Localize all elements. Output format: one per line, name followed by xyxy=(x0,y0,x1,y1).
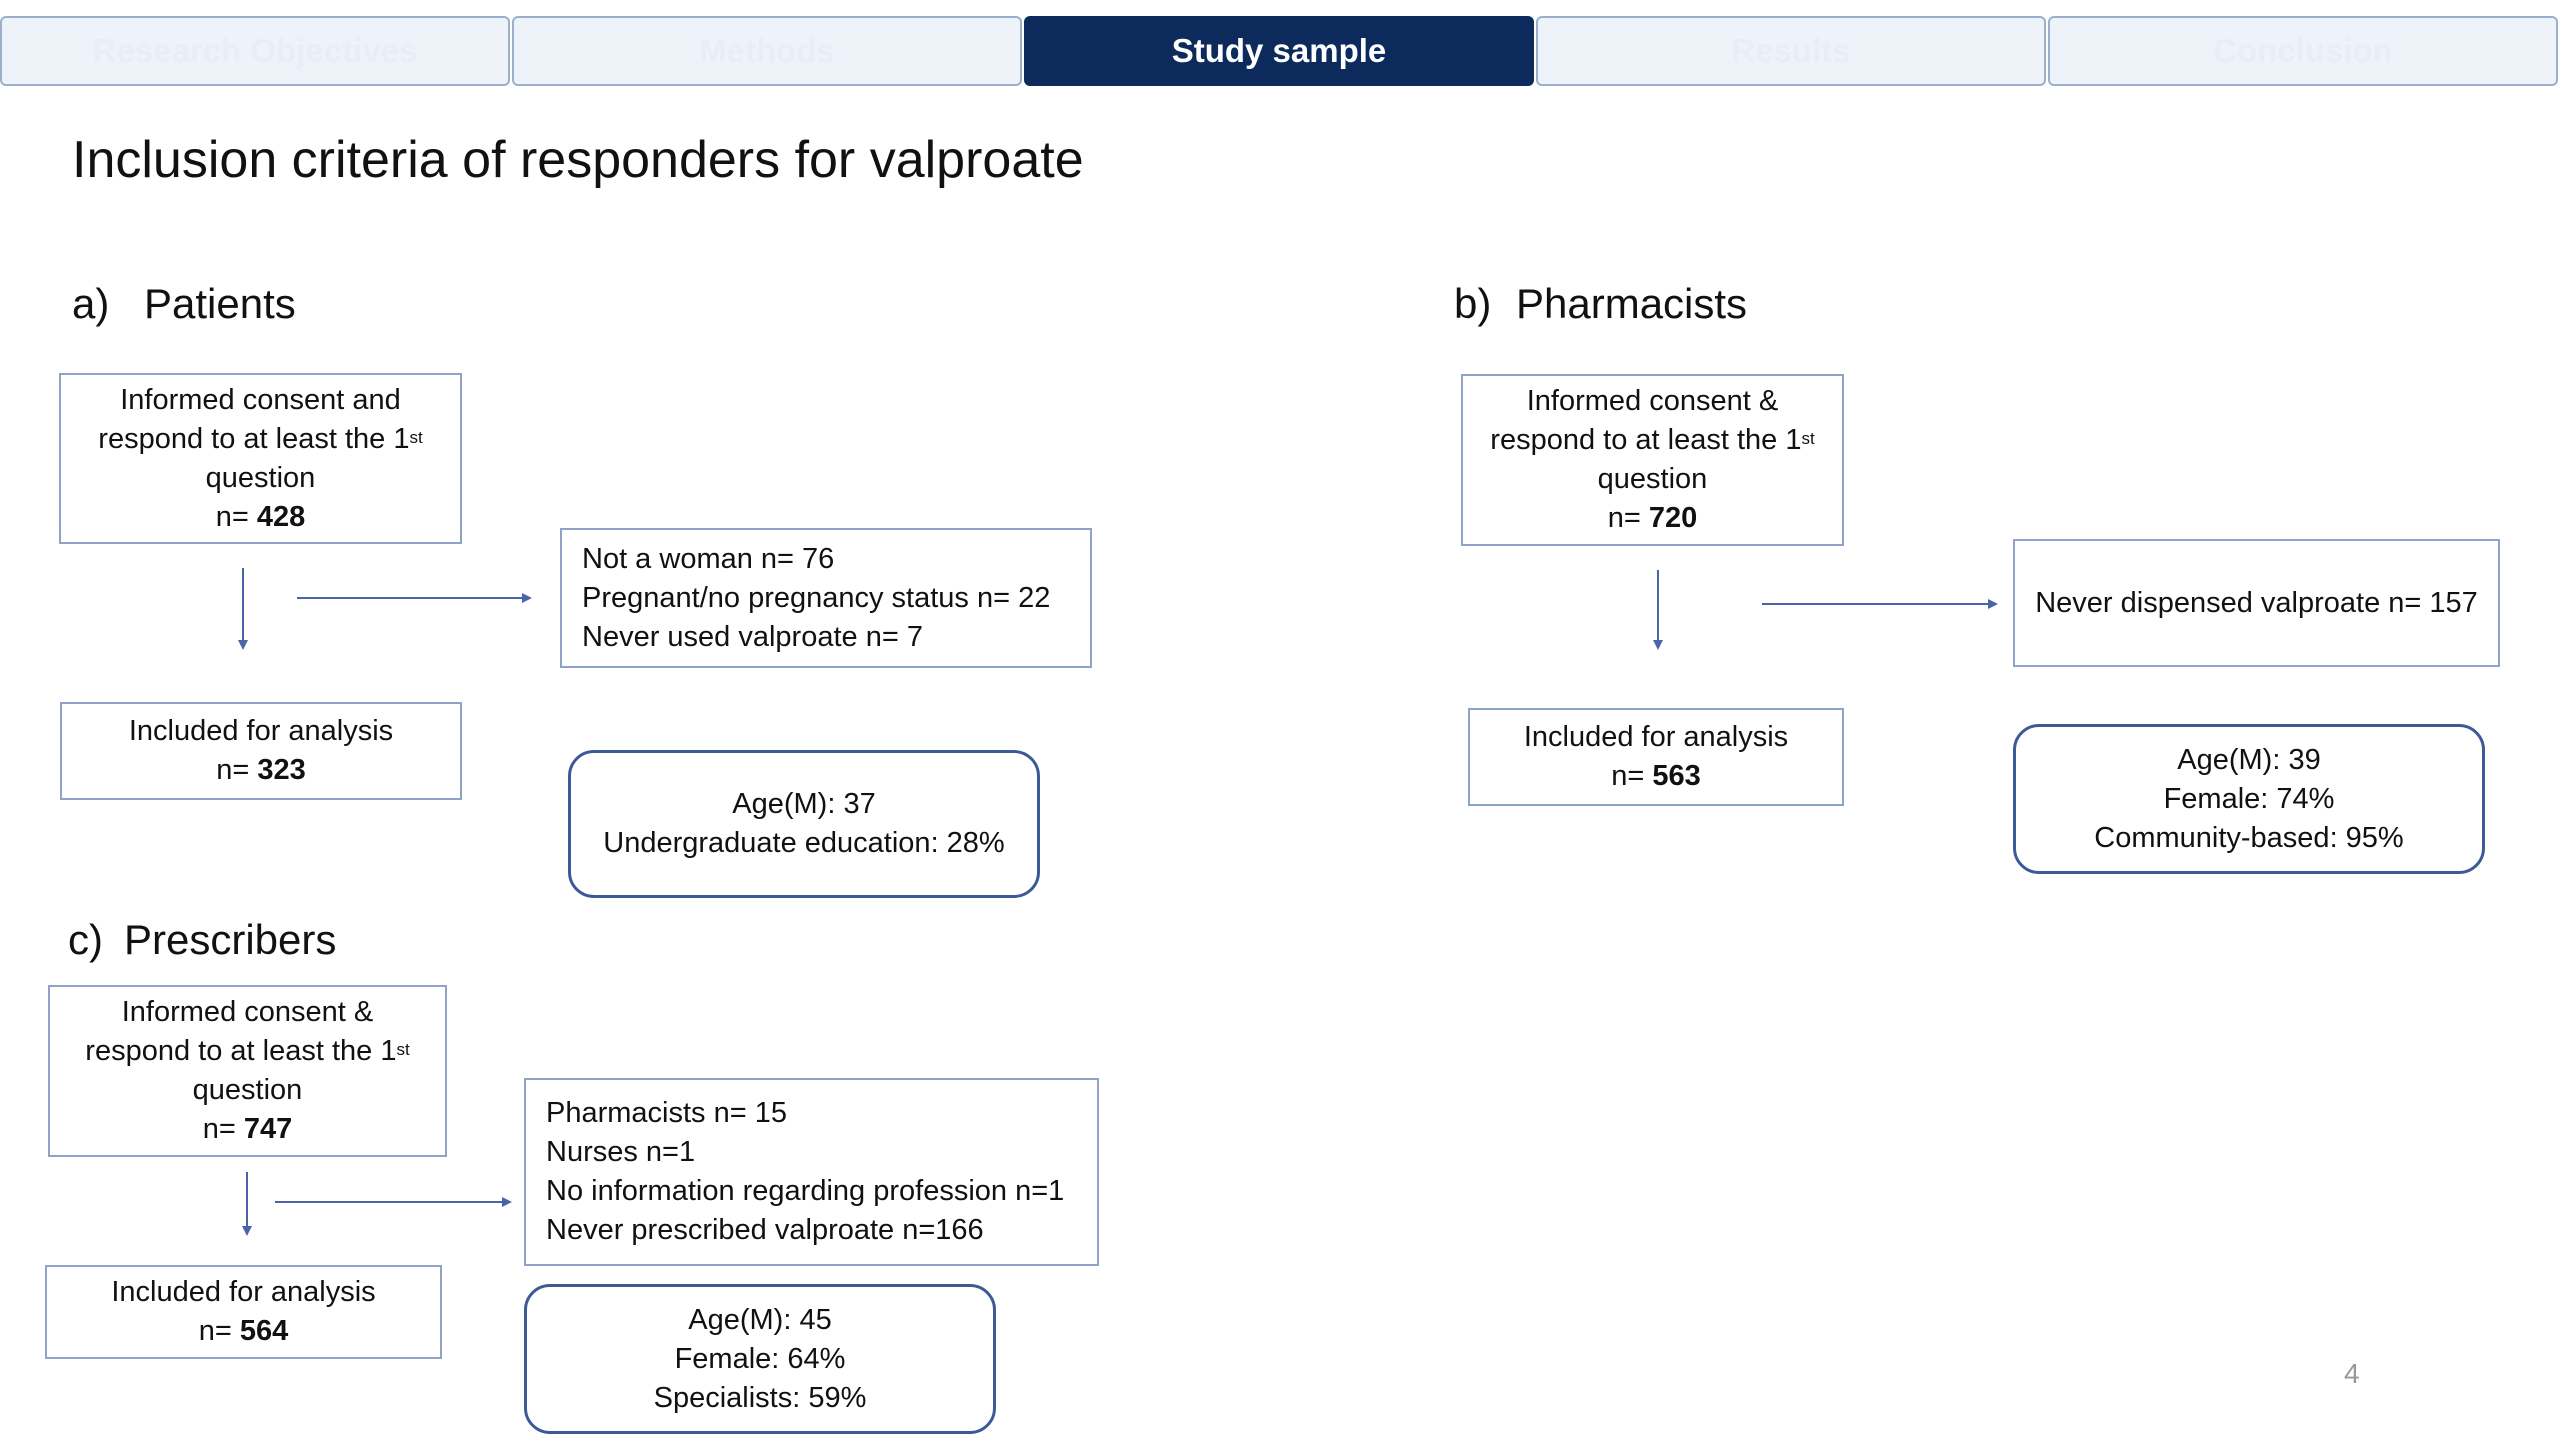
prescribers-consent-n: n= 747 xyxy=(202,1113,293,1145)
prescribers-included-box xyxy=(45,1265,442,1359)
patients-heading-text: Patients xyxy=(144,280,296,327)
prescribers-exclusion-item: No information regarding profession n=1 xyxy=(546,1175,1065,1207)
patients-exclusion-item: Never used valproate n= 7 xyxy=(582,620,923,653)
patients-exclusion-item: Not a woman n= 76 xyxy=(582,542,835,575)
pharmacists-included-box xyxy=(1468,708,1844,806)
pharmacists-consent-line3: question xyxy=(1597,463,1708,495)
prescribers-letter: c) xyxy=(68,916,103,963)
prescribers-stat: Age(M): 45 xyxy=(688,1303,832,1336)
prescribers-exclusion-box xyxy=(524,1078,1099,1266)
patients-heading xyxy=(72,280,296,328)
prescribers-stats-box xyxy=(524,1284,996,1434)
patients-stat: Undergraduate education: 28% xyxy=(603,827,1005,859)
patients-consent-line1: Informed consent and xyxy=(120,383,401,416)
prescribers-consent-line1: Informed consent & xyxy=(121,996,374,1028)
pharmacists-included-label: Included for analysis xyxy=(1523,721,1789,753)
pharmacists-stat: Age(M): 39 xyxy=(2177,743,2321,776)
patients-stats-box xyxy=(568,750,1040,898)
prescribers-exclusion-item: Pharmacists n= 15 xyxy=(546,1097,787,1129)
prescribers-included-n: n= 564 xyxy=(198,1315,289,1347)
pharmacists-heading xyxy=(1454,280,1747,328)
tab-study-sample[interactable]: Study sample xyxy=(1024,16,1534,86)
pharmacists-letter: b) xyxy=(1454,280,1492,327)
patients-included-label: Included for analysis xyxy=(128,715,394,747)
prescribers-heading-text: Prescribers xyxy=(124,916,337,963)
tab-research-objectives[interactable]: Research Objectives xyxy=(0,16,510,86)
patients-included-box xyxy=(60,702,462,800)
pharmacists-stats-box xyxy=(2013,724,2485,874)
patients-included-n: n= 323 xyxy=(216,754,306,786)
prescribers-heading xyxy=(68,916,336,964)
pharmacists-stat: Female: 74% xyxy=(2163,782,2335,815)
pharmacists-included-n: n= 563 xyxy=(1611,760,1701,792)
pharmacists-consent-box xyxy=(1461,374,1844,546)
pharmacists-stat: Community-based: 95% xyxy=(2094,821,2404,854)
tab-methods[interactable]: Methods xyxy=(512,16,1022,86)
patients-consent-n: n= 428 xyxy=(215,500,306,533)
patients-stat: Age(M): 37 xyxy=(732,788,876,820)
prescribers-consent-line3: question xyxy=(192,1074,303,1106)
pharmacists-exclusion-box xyxy=(2013,539,2500,667)
patients-letter: a) xyxy=(72,280,110,327)
prescribers-stat: Specialists: 59% xyxy=(653,1381,867,1414)
pharmacists-consent-line2: respond to at least the 1st xyxy=(1490,424,1815,456)
patients-exclusion-box xyxy=(560,528,1092,668)
prescribers-consent-line2: respond to at least the 1st xyxy=(85,1035,410,1067)
prescribers-included-label: Included for analysis xyxy=(111,1276,376,1308)
pharmacists-heading-text: Pharmacists xyxy=(1516,280,1748,327)
pharmacists-exclusion-item: Never dispensed valproate n= 157 xyxy=(2035,586,2478,619)
prescribers-exclusion-item: Never prescribed valproate n=166 xyxy=(546,1214,984,1246)
patients-consent-line2: respond to at least the 1st xyxy=(98,422,423,455)
pharmacists-consent-n: n= 720 xyxy=(1607,502,1698,534)
pharmacists-consent-line1: Informed consent & xyxy=(1526,385,1779,417)
tab-conclusion[interactable]: Conclusion xyxy=(2048,16,2558,86)
tab-results[interactable]: Results xyxy=(1536,16,2046,86)
prescribers-consent-box xyxy=(48,985,447,1157)
patients-exclusion-item: Pregnant/no pregnancy status n= 22 xyxy=(582,581,1051,614)
patients-consent-box xyxy=(59,373,462,544)
slide-title: Inclusion criteria of responders for valproate xyxy=(72,131,1084,189)
prescribers-stat: Female: 64% xyxy=(674,1342,846,1375)
page-number: 4 xyxy=(2344,1358,2360,1389)
patients-consent-line3: question xyxy=(205,461,316,494)
prescribers-exclusion-item: Nurses n=1 xyxy=(546,1136,696,1168)
